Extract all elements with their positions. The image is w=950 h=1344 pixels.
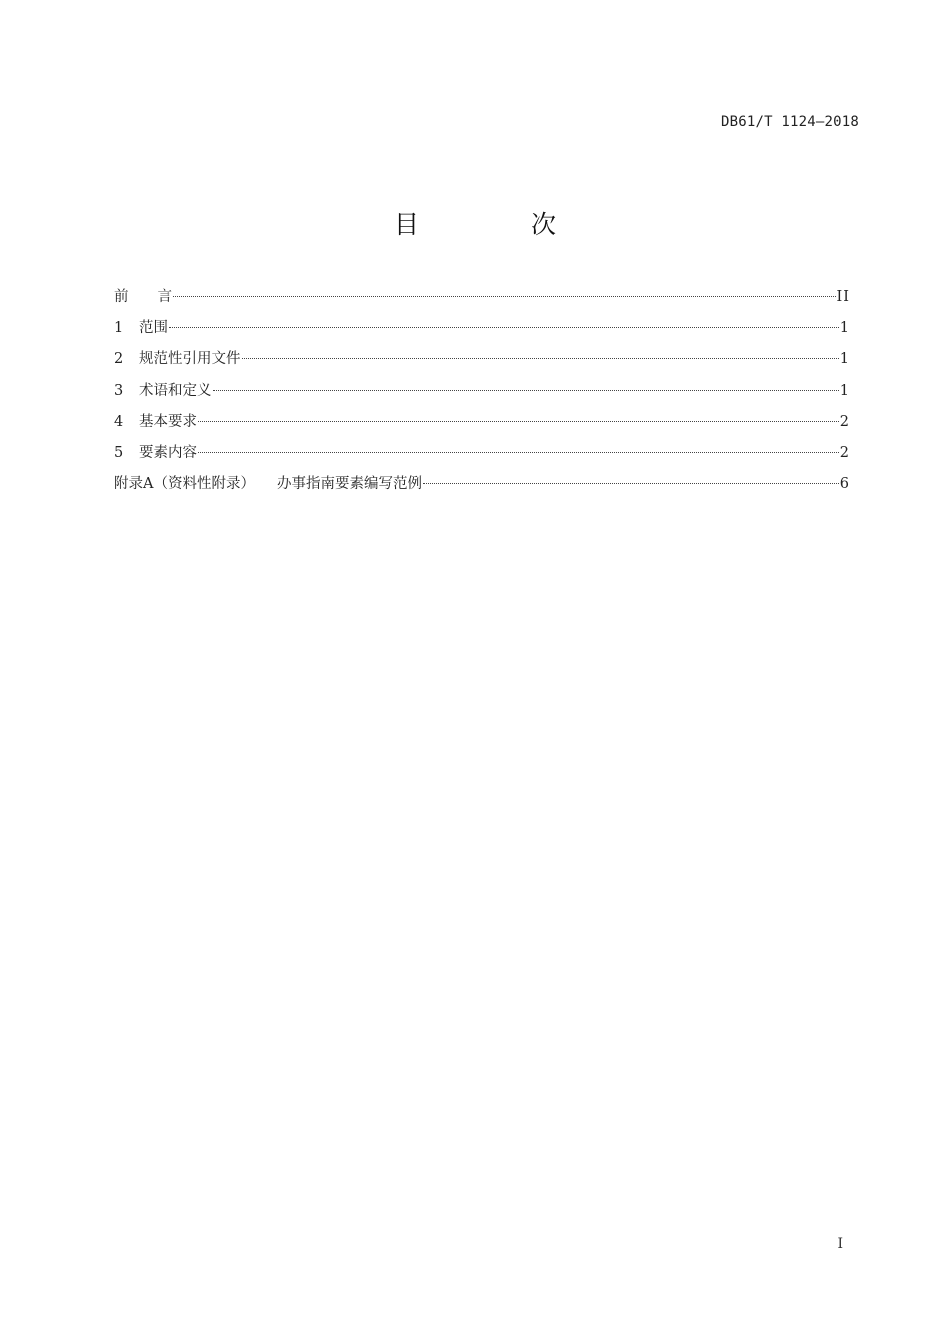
toc-entry-appendix-a[interactable] (114, 473, 850, 504)
toc-section-number: 2 (114, 351, 124, 368)
toc-entry-title: 前 言 (114, 289, 172, 305)
dot-leader (198, 452, 839, 453)
dot-leader (173, 296, 836, 297)
toc-entry-title: 术语和定义 (139, 382, 212, 399)
toc-title: 目 次 (394, 210, 608, 239)
toc-entry-title: 规范性引用文件 (139, 351, 241, 368)
toc-entry-basic-requirements[interactable] (114, 411, 850, 442)
toc-page-number: 1 (839, 351, 850, 368)
toc-page-number: II (836, 289, 850, 305)
document-code: DB61/T 1124—2018 (720, 114, 859, 130)
toc-entry-preface[interactable] (114, 286, 850, 317)
dot-leader (213, 390, 839, 391)
toc-page-number: 1 (839, 382, 850, 399)
toc-entry-scope[interactable] (114, 317, 850, 348)
toc-entry-terms-definitions[interactable] (114, 380, 850, 411)
page-number: I (837, 1236, 843, 1252)
table-of-contents (114, 286, 850, 504)
dot-leader (169, 327, 839, 328)
dot-leader (198, 421, 839, 422)
toc-page-number: 2 (839, 413, 850, 430)
toc-section-number: 4 (114, 413, 124, 430)
toc-entry-title: 基本要求 (139, 413, 197, 430)
toc-entry-title: 要素内容 (139, 444, 197, 461)
toc-page-number: 6 (839, 476, 850, 493)
toc-entry-title: 附录A（资料性附录） 办事指南要素编写范例 (114, 476, 422, 493)
toc-page-number: 1 (839, 320, 850, 337)
dot-leader (423, 483, 839, 484)
toc-section-number: 1 (114, 320, 124, 337)
toc-page-number: 2 (839, 444, 850, 461)
toc-section-number: 3 (114, 382, 124, 399)
toc-entry-element-content[interactable] (114, 442, 850, 473)
toc-entry-title: 范围 (139, 320, 168, 337)
toc-section-number: 5 (114, 444, 124, 461)
dot-leader (242, 358, 839, 359)
toc-entry-normative-references[interactable] (114, 348, 850, 379)
